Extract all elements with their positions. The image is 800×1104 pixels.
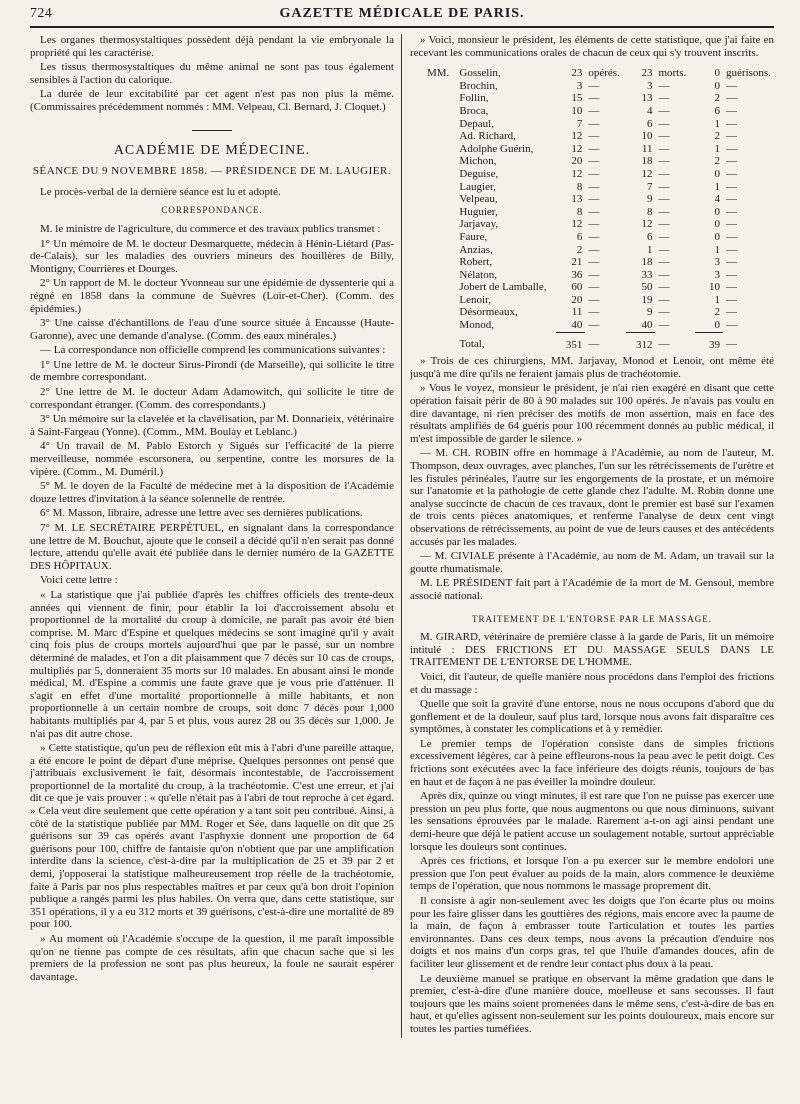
correspondance-heading: CORRESPONDANCE. — [161, 205, 263, 216]
stats-intro: » Voici, monsieur le président, les éléments de cette statistique, que j'ai faite en recevant les communications orales de chacun de ceux qui s'y trouvent inscrits. — [410, 34, 774, 59]
morts-value: 11 — [641, 142, 653, 155]
morts-value: 18 — [641, 155, 653, 168]
operes-value: 60 — [571, 281, 583, 294]
paragraph: — M. CH. ROBIN offre en hommage à l'Académie, au nom de l'auteur, M. Thompson, deux ouvrages, avec planches, l'un sur les rétrécissements de l'urètre et les fistules périnéales, l'autre sur les engorgements de la prostate, et un mémoire sur l'anatomie et la pathologie de cette glande chez l'adulte. M. Robin donne une analyse succincte de chacun de ces travaux, dont le premier est basé sur l'examen de trois cents pièces anatomiques, et renferme l'analyse de deux cent vingt observations de rétrécissements, au point de vue de leurs causes et des antécédents accusés par les malades. — [410, 447, 774, 548]
morts-label: — — [658, 205, 670, 218]
row-prefix — [424, 294, 456, 307]
operes-value: 12 — [571, 130, 583, 143]
operes-label: — — [588, 130, 600, 143]
table-row — [424, 168, 774, 181]
morts-label: — — [658, 167, 670, 180]
total-operes: 351 — [556, 332, 585, 351]
morts-value: 12 — [641, 167, 653, 180]
paragraph: 5° M. le doyen de la Faculté de médecine met à la disposition de l'Académie douze lettres d'invitation à la séance solennelle de rentrée. — [30, 480, 394, 505]
row-prefix — [424, 332, 456, 351]
table-row — [424, 130, 774, 143]
morts-label: — — [658, 256, 670, 269]
operes-label: — — [588, 92, 600, 105]
left-column — [30, 34, 394, 1038]
operes-value: 8 — [576, 205, 583, 218]
paragraph: 3° Un mémoire sur la clavelée et la clavélisation, par M. Donnarieix, vétérinaire à Saint-Fargeau (Yonne). (Comm., MM. Boulay et Leblanc.) — [30, 413, 394, 438]
guerisons-label: — — [726, 205, 738, 218]
table-row — [424, 206, 774, 219]
guerisons-value: 3 — [714, 256, 721, 269]
paragraph: « La statistique que j'ai publiée d'après les chiffres officiels des trente-deux années qui viennent de finir, pour établir la loi d'accroissement absolu et proportionnel de la mortalité du croup à domicile, ne paraît pas avoir été bien comprise. M. Marc d'Espine et quelques médecins se sont imaginé qu'il y avait cinq fois plus de croups mortels aujourd'hui que par le passé, sur un nombre déterminé de malades, et l'on a dit plaisamment que 7 décès sur 10 cas de croups, multipliés par 5, donneraient 35 morts sur 10 malades. En abusant ainsi le monde médical, M. d'Espine a commis une faute grave que je vous prie d'atténuer. Il s'agit en effet d'une mortalité proportionnelle à mille habitants, et non proportionnelle à un certain nombre de croups, soit donc 7 décès pour 1,000 habitants multipliés par 4, par 5 et plus, vous aurez 28 ou 35 décès sur 1,000. Je n'ai pas dit autre chose. — [30, 588, 394, 740]
surgeon-name: Depaul, — [459, 117, 494, 130]
morts-label: morts. — [658, 67, 687, 80]
operes-label: — — [588, 193, 600, 206]
surgeon-name: Michon, — [459, 155, 497, 168]
morts-label: — — [658, 180, 670, 193]
surgeon-name: Laugier, — [459, 180, 496, 193]
morts-value: 6 — [646, 230, 653, 243]
paragraph: » Au moment où l'Académie s'occupe de la question, il me paraît impossible qu'on ne tienne pas compte de ces résultats, afin que chacun sache que si les premiers de la profession ne sont pas plus heureux, la foule ne saurait espérer davantage. — [30, 933, 394, 983]
operes-value: 2 — [576, 243, 583, 256]
guerisons-value: 0 — [714, 79, 721, 92]
morts-value: 12 — [641, 218, 653, 231]
operes-value: 12 — [571, 142, 583, 155]
table-row — [424, 306, 774, 319]
operes-label: — — [588, 155, 600, 168]
table-row — [424, 155, 774, 168]
guerisons-value: 6 — [714, 104, 721, 117]
paragraph: Après ces frictions, et lorsque l'on a pu exercer sur le membre endolori une pression que l'on peut évaluer au poids de la main, alors commence le deuxième temps de l'opération, que nous nommons le massage proprement dit. — [410, 855, 774, 893]
guerisons-value: 0 — [714, 218, 721, 231]
table-row — [424, 256, 774, 269]
operes-label: — — [588, 218, 600, 231]
total-morts: 312 — [626, 332, 655, 351]
row-prefix — [424, 256, 456, 269]
morts-label: — — [658, 293, 670, 306]
surgeon-name: Anzias, — [459, 243, 493, 256]
guerisons-value: 1 — [714, 293, 721, 306]
operes-value: 40 — [571, 319, 583, 332]
row-prefix — [424, 181, 456, 194]
guerisons-label: — — [726, 92, 738, 105]
morts-value: 19 — [641, 293, 653, 306]
paragraph: 1° Un mémoire de M. le docteur Desmarquette, médecin à Hénin-Liétard (Pas-de-Calais), sur les maladies des ouvriers mineurs des houillères de Billy, Montigny, Courrières et Dourges. — [30, 237, 394, 275]
page-number: 724 — [30, 6, 53, 21]
surgeon-name: Désormeaux, — [459, 306, 518, 319]
guerisons-label: — — [726, 79, 738, 92]
surgeon-name: Gosselin, — [459, 67, 501, 80]
surgeon-name: Robert, — [459, 256, 493, 269]
row-prefix — [424, 143, 456, 156]
morts-value: 23 — [641, 67, 653, 80]
row-prefix — [424, 118, 456, 131]
morts-value: 13 — [641, 92, 653, 105]
row-prefix — [424, 130, 456, 143]
row-prefix — [424, 231, 456, 244]
morts-label: — — [658, 104, 670, 117]
morts-label: — — [658, 117, 670, 130]
row-prefix: MM. — [427, 67, 450, 80]
guerisons-value: 4 — [714, 193, 721, 206]
guerisons-value: 2 — [714, 92, 721, 105]
morts-label: — — [658, 319, 670, 332]
surgeon-name: Broca, — [459, 104, 489, 117]
surgeon-name: Deguise, — [459, 167, 499, 180]
guerisons-value: 10 — [709, 281, 721, 294]
morts-label: — — [658, 79, 670, 92]
guerisons-label: — — [726, 193, 738, 206]
total-label: Total, — [459, 338, 485, 351]
guerisons-label: — — [726, 243, 738, 256]
guerisons-label: — — [726, 256, 738, 269]
morts-label: — — [658, 230, 670, 243]
guerisons-label: — — [726, 117, 738, 130]
surgeon-name: Jobert de Lamballe, — [459, 281, 547, 294]
operes-value: 23 — [571, 67, 583, 80]
total-row — [424, 332, 774, 351]
guerisons-label: — — [726, 281, 738, 294]
table-row — [424, 143, 774, 156]
operes-value: 12 — [571, 167, 583, 180]
paragraph: M. LE PRÉSIDENT fait part à l'Académie de la mort de M. Gensoul, membre associé national. — [410, 577, 774, 602]
guerisons-label: guérisons. — [726, 67, 771, 80]
morts-label: — — [658, 268, 670, 281]
surgeon-name: Faure, — [459, 230, 488, 243]
operes-label: — — [588, 306, 600, 319]
table-row — [424, 92, 774, 105]
surgeon-name: Lenoir, — [459, 293, 492, 306]
paragraph: 6° M. Masson, libraire, adresse une lettre avec ses dernières publications. — [40, 507, 363, 520]
operes-label: — — [588, 180, 600, 193]
paragraph: M. GIRARD, vétérinaire de première classe à la garde de Paris, lit un mémoire intitulé : DES FRICTIONS ET DU MASSAGE SEULS DANS LE TRAITEMENT DE L'ENTORSE DE L'HOMME. — [410, 631, 774, 669]
surgeon-name: Velpeau, — [459, 193, 498, 206]
morts-value: 40 — [641, 319, 653, 332]
operes-label: — — [588, 281, 600, 294]
intro-paragraph: Les tissus thermosystaltiques du même animal ne sont pas tous également sensibles à l'action du calorique. — [30, 61, 394, 86]
guerisons-value: 0 — [714, 205, 721, 218]
operes-label: — — [588, 293, 600, 306]
paragraph: M. le ministre de l'agriculture, du commerce et des travaux publics transmet : — [40, 222, 381, 235]
morts-label: — — [658, 306, 670, 319]
operes-label: — — [588, 243, 600, 256]
table-row — [424, 105, 774, 118]
morts-label: — — [658, 338, 670, 351]
journal-title: GAZETTE MÉDICALE DE PARIS. — [279, 6, 525, 21]
morts-value: 6 — [646, 117, 653, 130]
guerisons-value: 1 — [714, 117, 721, 130]
paragraph: — M. CIVIALE présente à l'Académie, au nom de M. Adam, un travail sur la goutte rhumatismale. — [410, 550, 774, 575]
paragraph: Après dix, quinze ou vingt minutes, il est rare que l'on ne puisse pas exercer une pression un peu plus forte, que nous augmentons ou que nous diminuons, suivant les sensations éprouvées par le malade. Rarement a-t-on agi ainsi pendant une demi-heure que déjà le patient accuse un soulagement notable, surtout appréciable lorsque les douleurs sont continues. — [410, 790, 774, 853]
two-columns — [30, 34, 774, 1038]
paragraph: Voici cette lettre : — [40, 574, 118, 587]
paragraph: » Trois de ces chirurgiens, MM. Jarjavay, Monod et Lenoir, ont même été jusqu'à me dire qu'ils ne feraient jamais plus de trachéotomie. — [410, 355, 774, 380]
header-rule — [30, 26, 774, 28]
operes-value: 13 — [571, 193, 583, 206]
guerisons-label: — — [726, 155, 738, 168]
operes-label: — — [588, 319, 600, 332]
operes-value: 10 — [571, 104, 583, 117]
paragraph: » Cette statistique, qu'un peu de réflexion eût mis à l'abri d'une pareille attaque, a été encore le point de départ d'une méprise. Quelques personnes ont pensé que j'attribuais exclusivement le fait, désormais incontestable, de l'accroissement proportionnel de la mortalité du croup, à la trachéotomie. C'est une erreur, et j'ai dit ce que je vais prouver : « qu'elle n'était pas à l'abri de tout reproche à cet égard. » Cela veut dire seulement que cette opération y a tant soit peu contribué. Ainsi, à côté de la statistique publiée par MM. Roger et Sée, dans laquelle on dit que 25 guérisons sur 39 cas opérés avant l'asphyxie donnent une proportion de 64 guérisons pour 100, chiffre de fantaisie qu'on n'obtient que par une amplification interdite dans la science, c'est-à-dire par la multiplication de 25 et 39 par 2 et demi, j'opposerai la statistique malheureusement trop réelle de la trachéotomie, faite à Paris par nos plus respectables maîtres et par ceux qu'à bon droit l'opinion publique a rangés parmi les plus habiles. On verra que, dans cette statistique, sur 351 opérations, il y a eu 312 morts et 39 guérisons, c'est-à-dire une mortalité de 89 pour 100. — [30, 742, 394, 931]
operes-value: 6 — [576, 230, 583, 243]
guerisons-label: — — [726, 130, 738, 143]
table-row — [424, 193, 774, 206]
operes-value: 3 — [576, 79, 583, 92]
operes-value: 36 — [571, 268, 583, 281]
intro-paragraph: Les organes thermosystaltiques possèdent déjà pendant la vie embryonale la propriété qui les caractérise. — [30, 34, 394, 59]
guerisons-value: 3 — [714, 268, 721, 281]
operes-label: — — [588, 338, 600, 351]
morts-value: 33 — [641, 268, 653, 281]
guerisons-label: — — [726, 293, 738, 306]
row-prefix — [424, 155, 456, 168]
guerisons-value: 2 — [714, 306, 721, 319]
operes-value: 12 — [571, 218, 583, 231]
operes-value: 20 — [571, 293, 583, 306]
table-row — [424, 281, 774, 294]
table-row — [424, 244, 774, 257]
paragraph: 2° Un rapport de M. le docteur Yvonneau sur une épidémie de dyssenterie qui a régné en 1858 dans la commune de Suèvres (Loir-et-Cher). (Comm. des épidémies.) — [30, 277, 394, 315]
operes-label: — — [588, 104, 600, 117]
section-separator — [192, 130, 232, 131]
surgeon-name: Jarjavay, — [459, 218, 499, 231]
column-divider — [401, 34, 402, 1038]
operes-value: 21 — [571, 256, 583, 269]
row-prefix — [424, 319, 456, 332]
table-row — [424, 181, 774, 194]
morts-value: 50 — [641, 281, 653, 294]
total-guerisons: 39 — [695, 332, 723, 351]
operes-label: — — [588, 256, 600, 269]
paragraph: 2° Une lettre de M. le docteur Adam Adamowitch, qui sollicite le titre de correspondant étranger. (Comm. des correspondants.) — [30, 386, 394, 411]
morts-value: 8 — [646, 205, 653, 218]
table-row — [424, 118, 774, 131]
guerisons-value: 0 — [714, 319, 721, 332]
row-prefix — [424, 306, 456, 319]
guerisons-label: — — [726, 319, 738, 332]
right-column — [410, 34, 774, 1038]
surgeon-name: Follin, — [459, 92, 489, 105]
morts-label: — — [658, 130, 670, 143]
paragraph: Quelle que soit la gravité d'une entorse, nous ne nous occupons d'abord que du gonflement et de la douleur, sauf plus tard, lorsque nous avons fait disparaître ces symptômes, à constater les complications et à y remédier. — [410, 698, 774, 736]
guerisons-value: 0 — [714, 167, 721, 180]
guerisons-label: — — [726, 338, 738, 351]
operes-label: — — [588, 230, 600, 243]
row-prefix — [424, 92, 456, 105]
guerisons-value: 1 — [714, 243, 721, 256]
intro-paragraph: La durée de leur excitabilité par cet agent n'est pas non plus la même. (Commissaires précédemment nommés : MM. Velpeau, Cl. Bernard, J. Cloquet.) — [30, 88, 394, 113]
row-prefix — [424, 105, 456, 118]
row-prefix — [424, 218, 456, 231]
surgeon-name: Ad. Richard, — [459, 130, 516, 143]
operes-label: — — [588, 79, 600, 92]
guerisons-value: 2 — [714, 155, 721, 168]
morts-label: — — [658, 155, 670, 168]
morts-value: 18 — [641, 256, 653, 269]
morts-value: 9 — [646, 306, 653, 319]
operes-value: 20 — [571, 155, 583, 168]
operes-value: 15 — [571, 92, 583, 105]
guerisons-value: 2 — [714, 130, 721, 143]
row-prefix — [424, 206, 456, 219]
operes-label: — — [588, 268, 600, 281]
operes-label: — — [588, 205, 600, 218]
guerisons-label: — — [726, 180, 738, 193]
morts-label: — — [658, 218, 670, 231]
table-row — [424, 231, 774, 244]
operes-value: 7 — [576, 117, 583, 130]
seance-heading: SÉANCE DU 9 NOVEMBRE 1858. — PRÉSIDENCE DE M. LAUGIER. — [32, 165, 392, 178]
row-prefix — [424, 80, 456, 93]
row-prefix — [424, 269, 456, 282]
paragraph: 7° M. LE SECRÉTAIRE PERPÉTUEL, en signalant dans la correspondance une lettre de M. Bouchut, ajoute que le conseil a décidé qu'il n'en serait pas donné lecture, attendu qu'elle avait été publiée dans le dernier numéro de la GAZETTE DES HÔPITAUX. — [30, 522, 394, 572]
guerisons-label: — — [726, 218, 738, 231]
paragraph: 1° Une lettre de M. le docteur Sirus-Pirondi (de Marseille), qui sollicite le titre de membre correspondant. — [30, 358, 394, 384]
statistics-table — [424, 67, 774, 351]
operes-value: 11 — [571, 306, 583, 319]
surgeon-name: Nélaton, — [459, 268, 497, 281]
table-row — [424, 269, 774, 282]
page-header — [30, 6, 774, 22]
operes-label: opérés. — [588, 67, 620, 80]
guerisons-value: 1 — [714, 180, 721, 193]
paragraph: Le deuxième manuel se pratique en observant la même gradation que dans le premier, c'est-à-dire d'une manière douce, moelleuse et sans secousses. Il faut toujours que les mains soient promenées dans le même sens, c'est-à-dire de bas en haut, et qu'elles agissent non-seulement sur les points douloureux, mais encore sur toutes les parties tuméfiées. — [410, 972, 774, 1035]
morts-value: 1 — [646, 243, 653, 256]
table-row — [424, 80, 774, 93]
operes-value: 8 — [576, 180, 583, 193]
academy-title: ACADÉMIE DE MÉDECINE. — [113, 142, 311, 158]
row-prefix — [424, 244, 456, 257]
guerisons-value: 0 — [714, 230, 721, 243]
morts-value: 3 — [646, 79, 653, 92]
surgeon-name: Monod, — [459, 319, 494, 332]
operes-label: — — [588, 117, 600, 130]
surgeon-name: Huguier, — [459, 205, 498, 218]
morts-value: 9 — [646, 193, 653, 206]
paragraph: » Vous le voyez, monsieur le président, je n'ai rien exagéré en disant que cette opération faisait périr de 80 à 90 malades sur 100 opérés. Je n'avais pas voulu en dire davantage, ni rien préciser des motifs de mon assertion, mais en face des résultats amplifiés de 64 guéris pour 100 récemment donnés au public médical, il m'est impossible de garder le silence. » — [410, 382, 774, 445]
guerisons-value: 0 — [714, 67, 721, 80]
morts-label: — — [658, 193, 670, 206]
operes-label: — — [588, 167, 600, 180]
guerisons-label: — — [726, 104, 738, 117]
paragraph: — La correspondance non officielle comprend les communications suivantes : — [40, 344, 386, 357]
paragraph: Voici, dit l'auteur, de quelle manière nous procédons dans l'emploi des frictions et du massage : — [410, 670, 774, 696]
table-row — [424, 218, 774, 231]
guerisons-label: — — [726, 167, 738, 180]
morts-value: 4 — [646, 104, 653, 117]
guerisons-value: 1 — [714, 142, 721, 155]
morts-label: — — [658, 243, 670, 256]
paragraph: Il consiste à agir non-seulement avec les doigts que l'on écarte plus ou moins pour les faire glisser dans les gouttières des régions, mais encore avec la paume de la main, de façon à embrasser toute l'articulation et toutes les parties environnantes. Dans ces deux temps, nous avons la précaution d'enduire nos doigts et nos mains d'un corps gras, tel que l'huile d'amandes douces, afin de faciliter leur glissement et de rendre leur contact plus doux à la peau. — [410, 895, 774, 970]
paragraph: 4° Un travail de M. Pablo Estorch y Sigués sur l'efficacité de la pierre merveilleuse, nommée escorsonera, ou serpentine, contre les morsures de la vipère. (Comm., M. Duméril.) — [30, 440, 394, 478]
morts-value: 10 — [641, 130, 653, 143]
table-row — [424, 67, 774, 80]
paragraph: Le premier temps de l'opération consiste dans de simples frictions excessivement légères, car à peine effleurons-nous la peau avec le petit doigt. Ces frictions sont exécutées avec la face inférieure des doigts réunis, toujours de bas en haut et de façon à ne pas éveiller la moindre douleur. — [410, 737, 774, 788]
row-prefix — [424, 193, 456, 206]
row-prefix — [424, 281, 456, 294]
guerisons-label: — — [726, 268, 738, 281]
table-row — [424, 294, 774, 307]
paragraph: 3° Une caisse d'échantillons de l'eau d'une source située à Encausse (Haute-Garonne), avec une demande d'analyse. (Comm. des eaux minérales.) — [30, 317, 394, 342]
table-row — [424, 319, 774, 332]
morts-label: — — [658, 92, 670, 105]
surgeon-name: Brochin, — [459, 79, 498, 92]
operes-label: — — [588, 142, 600, 155]
guerisons-label: — — [726, 142, 738, 155]
surgeon-name: Adolphe Guérin, — [459, 142, 534, 155]
row-prefix — [424, 168, 456, 181]
guerisons-label: — — [726, 230, 738, 243]
proces-verbal: Le procès-verbal de la dernière séance est lu et adopté. — [40, 185, 281, 198]
morts-label: — — [658, 281, 670, 294]
morts-value: 7 — [646, 180, 653, 193]
morts-label: — — [658, 142, 670, 155]
traitement-heading: TRAITEMENT DE L'ENTORSE PAR LE MASSAGE. — [472, 613, 712, 624]
guerisons-label: — — [726, 306, 738, 319]
